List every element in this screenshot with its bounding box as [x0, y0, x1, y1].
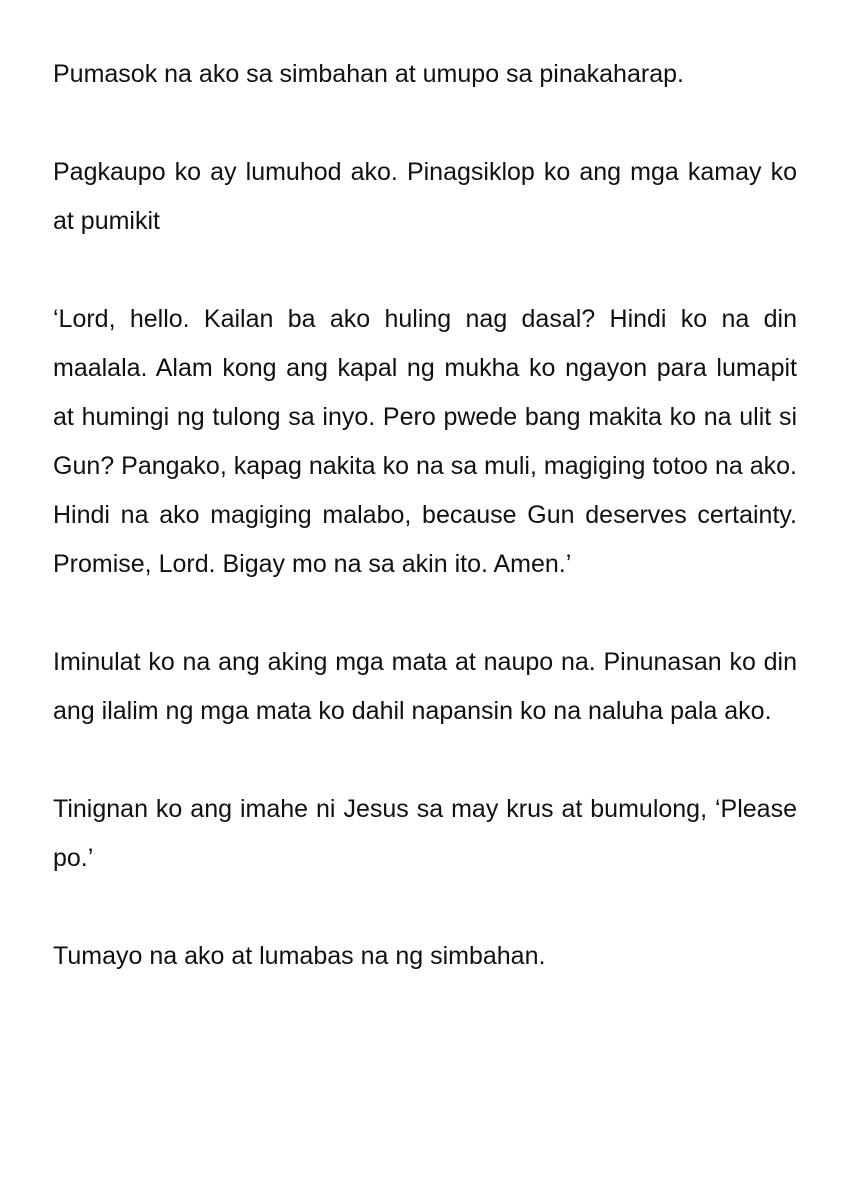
paragraph-spacer — [53, 99, 797, 148]
paragraph-spacer — [53, 589, 797, 638]
paragraph-2: Pagkaupo ko ay lumuhod ako. Pinagsiklop ko ang mga kamay ko at pumikit — [53, 158, 797, 235]
paragraph-spacer — [53, 736, 797, 785]
paragraph-spacer — [53, 246, 797, 295]
paragraph-4: Iminulat ko na ang aking mga mata at naupo na. Pinunasan ko din ang ilalim ng mga mata ko dahil napansin ko na naluha pala ako. — [53, 648, 797, 725]
paragraph-5: Tinignan ko ang imahe ni Jesus sa may krus at bumulong, ‘Please po.’ — [53, 795, 797, 872]
paragraph-6: Tumayo na ako at lumabas na ng simbahan. — [53, 942, 546, 970]
paragraph-3: ‘Lord, hello. Kailan ba ako huling nag dasal? Hindi ko na din maalala. Alam kong ang kapal ng mukha ko ngayon para lumapit at humingi ng tulong sa inyo. Pero pwede bang makita ko na ulit si Gun? Pangako, kapag nakita ko na sa muli, magiging totoo na ako. Hindi na ako magiging malabo, because Gun deserves certainty. Promise, Lord. Bigay mo na sa akin ito. Amen.’ — [53, 305, 797, 578]
paragraph-1: Pumasok na ako sa simbahan at umupo sa pinakaharap. — [53, 60, 684, 88]
paragraph-spacer — [53, 883, 797, 932]
